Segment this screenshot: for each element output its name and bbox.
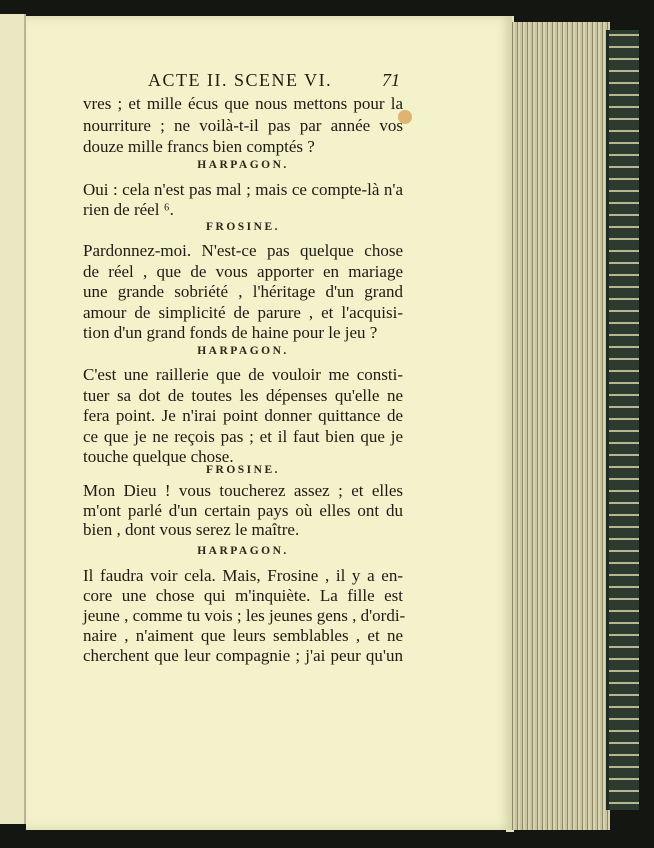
page-number: 71 — [382, 70, 400, 90]
text-line: bien , dont vous serez le maître. — [83, 520, 300, 539]
text-line: touche quelque chose. — [83, 447, 234, 466]
text-line: m'ont parlé d'un certain pays où elles ont du — [83, 501, 403, 520]
text-line: core une chose qui m'inquiète. La fille est — [83, 586, 403, 605]
text-line: C'est une raillerie que de vouloir me consti- — [83, 365, 403, 384]
page-edges — [510, 22, 610, 830]
text-line: Il faudra voir cela. Mais, Frosine , il y a en- — [83, 566, 403, 585]
text-line: rien de réel ⁶. — [83, 200, 174, 219]
text-line: amour de simplicité de parure , et l'acquisi- — [83, 303, 403, 322]
text-line: douze mille francs bien comptés ? — [83, 137, 315, 156]
speaker-name: HARPAGON. — [197, 345, 289, 357]
book-cover-spine — [606, 30, 639, 810]
text-line: fera point. Je n'irai point donner quittance de — [83, 406, 403, 425]
text-line: de réel , que de vous apporter en mariage — [83, 262, 403, 281]
text-line: tuer sa dot de toutes les dépenses qu'elle ne — [83, 386, 403, 405]
text-line: jeune , comme tu vois ; les jeunes gens , d'ordi- — [83, 606, 406, 625]
running-title: ACTE II. SCENE VI. — [148, 70, 333, 90]
text-line: Mon Dieu ! vous toucherez assez ; et elles — [83, 481, 403, 500]
text-line: Oui : cela n'est pas mal ; mais ce compte-là n'a — [83, 180, 403, 199]
text-line: nourriture ; ne voilà-t-il pas par année vos — [83, 116, 403, 135]
text-line: vres ; et mille écus que nous mettons pour la — [83, 94, 403, 113]
text-line: cherchent que leur compagnie ; j'ai peur qu'un — [83, 646, 403, 665]
text-line: tion d'un grand fonds de haine pour le jeu ? — [83, 323, 378, 342]
left-page-edge — [0, 14, 26, 824]
text-line: Pardonnez-moi. N'est-ce pas quelque chose — [83, 241, 403, 260]
text-line: naire , n'aiment que leurs semblables , et ne — [83, 626, 403, 645]
text-line: ce que je ne reçois pas ; et il faut bien que je — [83, 427, 403, 446]
speaker-name: HARPAGON. — [197, 545, 289, 557]
speaker-name: HARPAGON. — [197, 159, 289, 171]
text-line: une grande sobriété , l'héritage d'un grand — [83, 282, 403, 301]
speaker-name: FROSINE. — [206, 221, 280, 233]
speaker-name: FROSINE. — [206, 464, 280, 476]
